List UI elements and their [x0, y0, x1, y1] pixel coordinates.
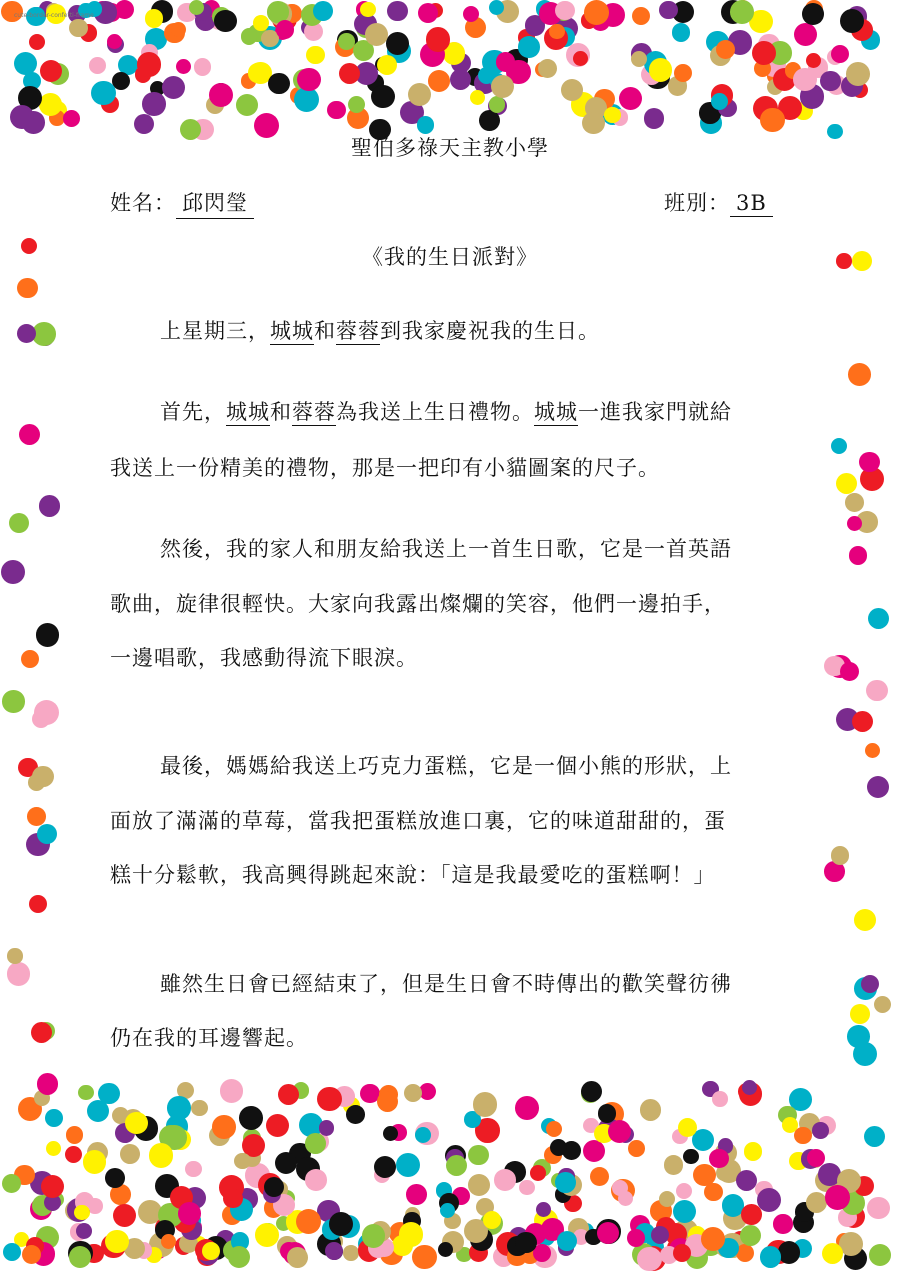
text-run: 和 [270, 400, 292, 424]
name-value: 邱閃瑩 [176, 187, 254, 219]
essay-title: 《我的生日派對》 [362, 245, 538, 269]
proper-name: 蓉蓉 [292, 400, 336, 424]
text-run: 一進我家門就給 [578, 400, 732, 424]
school-name: 聖伯多祿天主教小學 [351, 136, 549, 160]
paragraph-4-line-1: 最後，媽媽給我送上巧克力蛋糕，它是一個小熊的形狀，上 [160, 754, 732, 778]
text-run: 上星期三， [160, 319, 270, 343]
student-name-row [110, 187, 254, 219]
proper-name: 城城 [270, 319, 314, 343]
class-value: 3B [730, 191, 773, 217]
paragraph-3-line-2: 歌曲，旋律很輕快。大家向我露出燦爛的笑容，他們一邊拍手， [110, 592, 726, 616]
text-run: 到我家慶祝我的生日。 [380, 319, 600, 343]
text-run: 首先， [160, 400, 226, 424]
text-run: 和 [314, 319, 336, 343]
class-label: 班別： [664, 191, 730, 215]
paragraph-1-line-1 [160, 315, 600, 345]
class-row [664, 187, 773, 217]
watermark-text: cute-border-confetti-frame [14, 12, 94, 19]
paragraph-5-line-1: 雖然生日會已經結束了，但是生日會不時傳出的歡笑聲彷彿 [160, 972, 732, 996]
paragraph-4-line-3: 糕十分鬆軟，我高興得跳起來說：「這是我最愛吃的蛋糕啊！」 [110, 863, 716, 887]
paragraph-2-line-1 [160, 396, 732, 426]
paragraph-2-line-2: 我送上一份精美的禮物，那是一把印有小貓圖案的尺子。 [110, 456, 660, 480]
paragraph-5-line-2: 仍在我的耳邊響起。 [110, 1026, 308, 1050]
text-run: 為我送上生日禮物。 [336, 400, 534, 424]
proper-name: 蓉蓉 [336, 319, 380, 343]
paragraph-3-line-3: 一邊唱歌，我感動得流下眼淚。 [110, 646, 418, 670]
paragraph-3-line-1: 然後，我的家人和朋友給我送上一首生日歌，它是一首英語 [160, 537, 732, 561]
proper-name: 城城 [226, 400, 270, 424]
paragraph-4-line-2: 面放了滿滿的草莓，當我把蛋糕放進口裏，它的味道甜甜的，蛋 [110, 809, 726, 833]
name-label: 姓名： [110, 191, 176, 215]
proper-name: 城城 [534, 400, 578, 424]
